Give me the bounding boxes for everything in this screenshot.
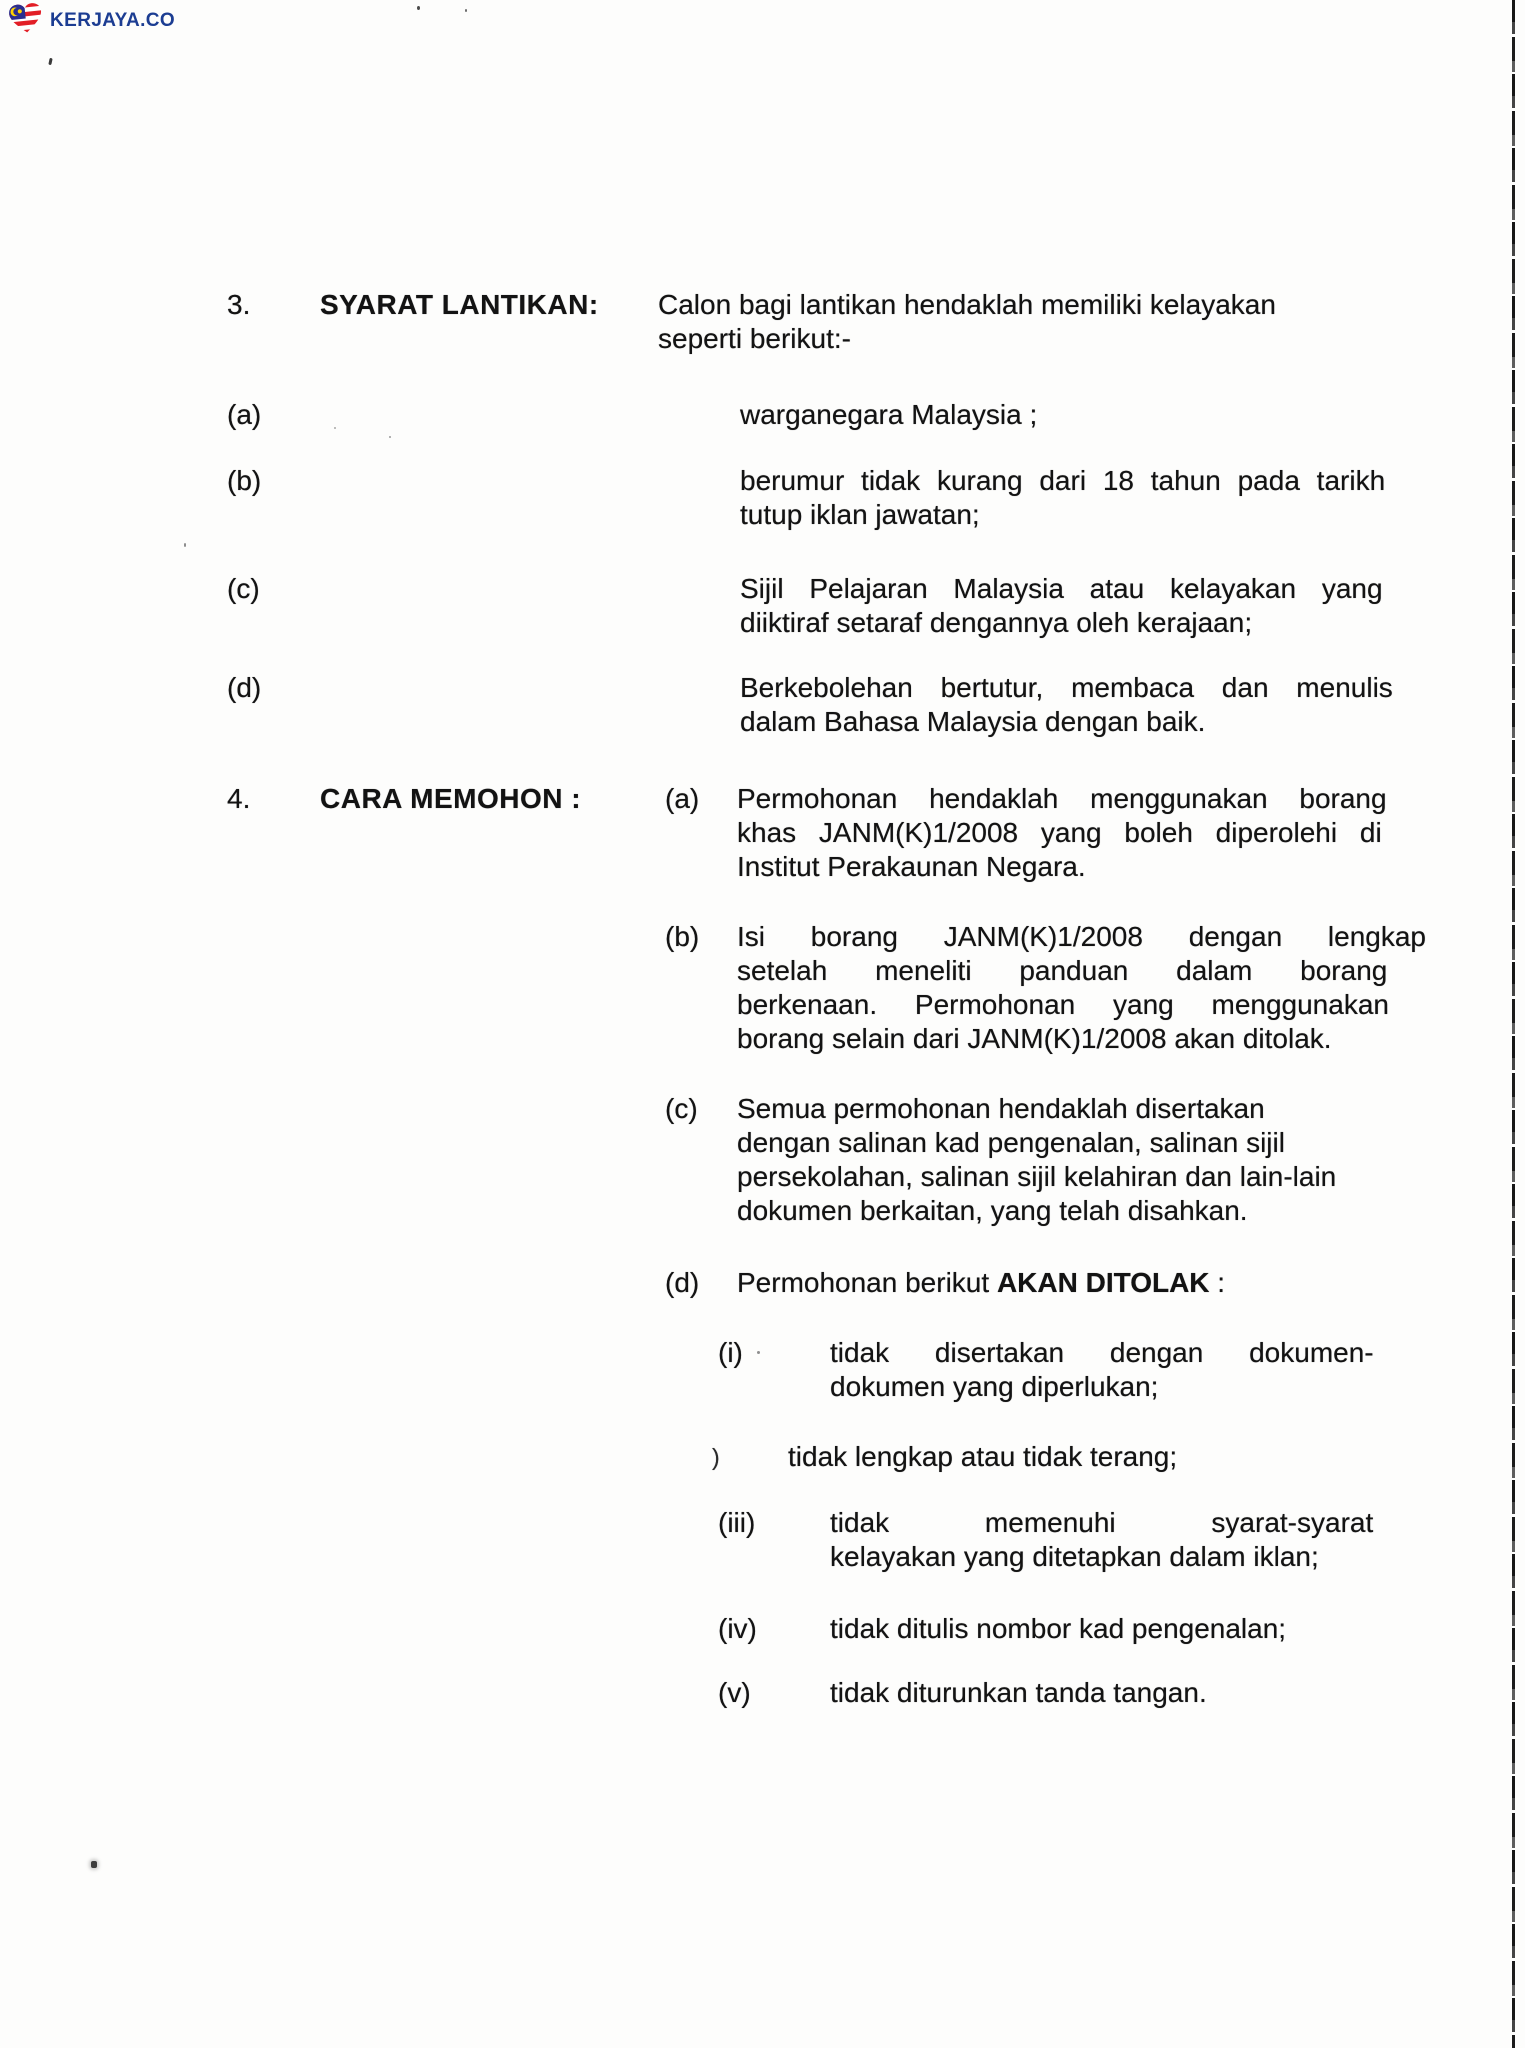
text-line: tidak lengkap atau tidak terang; bbox=[788, 1441, 1178, 1472]
text-line: warganegara Malaysia ; bbox=[740, 399, 1038, 430]
item-label: (b) bbox=[665, 921, 700, 952]
text-line: borang selain dari JANM(K)1/2008 akan ditolak. bbox=[737, 1023, 1332, 1054]
subitem-label: (iii) bbox=[718, 1507, 756, 1538]
subitem-label-partial: ) bbox=[712, 1444, 720, 1470]
item-label: (b) bbox=[227, 465, 262, 496]
text-line: diiktiraf setaraf dengannya oleh kerajaan; bbox=[740, 607, 1253, 638]
scan-speck bbox=[417, 6, 420, 10]
text-line: tidak disertakan dengan dokumen- bbox=[830, 1337, 1374, 1368]
text-segment-bold: AKAN DITOLAK bbox=[996, 1267, 1210, 1298]
item-text bbox=[737, 1266, 1225, 1300]
text-line: dokumen berkaitan, yang telah disahkan. bbox=[737, 1195, 1248, 1226]
item-text bbox=[740, 398, 1037, 432]
malaysia-flag-heart-icon bbox=[6, 1, 46, 41]
kerjaya-logo bbox=[8, 3, 175, 39]
section-3-heading: SYARAT LANTIKAN: bbox=[320, 289, 599, 320]
scan-speck bbox=[91, 1861, 97, 1868]
subitem-text bbox=[788, 1440, 1177, 1474]
text-line: tidak ditulis nombor kad pengenalan; bbox=[830, 1613, 1287, 1644]
text-line: tidak diturunkan tanda tangan. bbox=[830, 1677, 1207, 1708]
item-text bbox=[740, 572, 1383, 640]
text-line: dokumen yang diperlukan; bbox=[830, 1371, 1159, 1402]
section-3-number: 3. bbox=[227, 289, 251, 320]
text-line: Berkebolehan bertutur, membaca dan menulis bbox=[740, 672, 1393, 703]
text-segment: : bbox=[1209, 1267, 1226, 1298]
text-line: Permohonan hendaklah menggunakan borang bbox=[737, 783, 1387, 814]
text-line: berumur tidak kurang dari 18 tahun pada tarikh bbox=[740, 465, 1386, 496]
scan-speck bbox=[465, 9, 467, 12]
subitem-text bbox=[830, 1676, 1207, 1710]
text-line: dengan salinan kad pengenalan, salinan sijil bbox=[737, 1127, 1285, 1158]
subitem-text bbox=[830, 1336, 1374, 1404]
text-segment: Permohonan berikut bbox=[737, 1267, 997, 1298]
subitem-text bbox=[830, 1612, 1286, 1646]
item-label: (a) bbox=[665, 783, 700, 814]
scan-speck bbox=[48, 58, 52, 65]
item-label: (c) bbox=[665, 1093, 698, 1124]
section-4-heading: CARA MEMOHON : bbox=[320, 783, 582, 814]
text-line: Semua permohonan hendaklah disertakan bbox=[737, 1093, 1265, 1124]
item-label: (d) bbox=[227, 672, 262, 703]
item-label: (a) bbox=[227, 399, 262, 430]
item-label: (d) bbox=[665, 1267, 700, 1298]
text-line: berkenaan. Permohonan yang menggunakan bbox=[737, 989, 1389, 1020]
item-text bbox=[740, 464, 1385, 532]
subitem-label: (i) bbox=[718, 1337, 743, 1368]
section-3-intro bbox=[658, 288, 1276, 356]
scan-speck bbox=[184, 543, 186, 547]
logo-text: KERJAYA.CO bbox=[50, 10, 176, 31]
section-4-number: 4. bbox=[227, 783, 251, 814]
text-line: dalam Bahasa Malaysia dengan baik. bbox=[740, 706, 1206, 737]
text-line: kelayakan yang ditetapkan dalam iklan; bbox=[830, 1541, 1319, 1572]
scan-speck bbox=[334, 427, 336, 429]
intro-line: Calon bagi lantikan hendaklah memiliki kelayakan bbox=[658, 289, 1276, 320]
subitem-label: (iv) bbox=[718, 1613, 757, 1644]
scan-speck bbox=[389, 436, 391, 438]
text-line: persekolahan, salinan sijil kelahiran dan lain-lain bbox=[737, 1161, 1337, 1192]
subitem-text bbox=[830, 1506, 1373, 1574]
subitem-label: (v) bbox=[718, 1677, 751, 1708]
text-line: tutup iklan jawatan; bbox=[740, 499, 980, 530]
text-line: setelah meneliti panduan dalam borang bbox=[737, 955, 1388, 986]
text-line: Sijil Pelajaran Malaysia atau kelayakan yang bbox=[740, 573, 1383, 604]
item-label: (c) bbox=[227, 573, 260, 604]
text-line: Institut Perakaunan Negara. bbox=[737, 851, 1086, 882]
text-line: tidak memenuhi syarat-syarat bbox=[830, 1507, 1374, 1538]
text-line: Isi borang JANM(K)1/2008 dengan lengkap bbox=[737, 921, 1427, 952]
item-text bbox=[740, 671, 1393, 739]
item-text bbox=[737, 782, 1387, 884]
intro-line: seperti berikut:- bbox=[658, 323, 851, 354]
text-line: khas JANM(K)1/2008 yang boleh diperolehi di bbox=[737, 817, 1382, 848]
scan-speck bbox=[757, 1351, 760, 1354]
scan-edge-line bbox=[1512, 0, 1515, 2048]
item-text bbox=[737, 1092, 1336, 1228]
item-text bbox=[737, 920, 1426, 1056]
